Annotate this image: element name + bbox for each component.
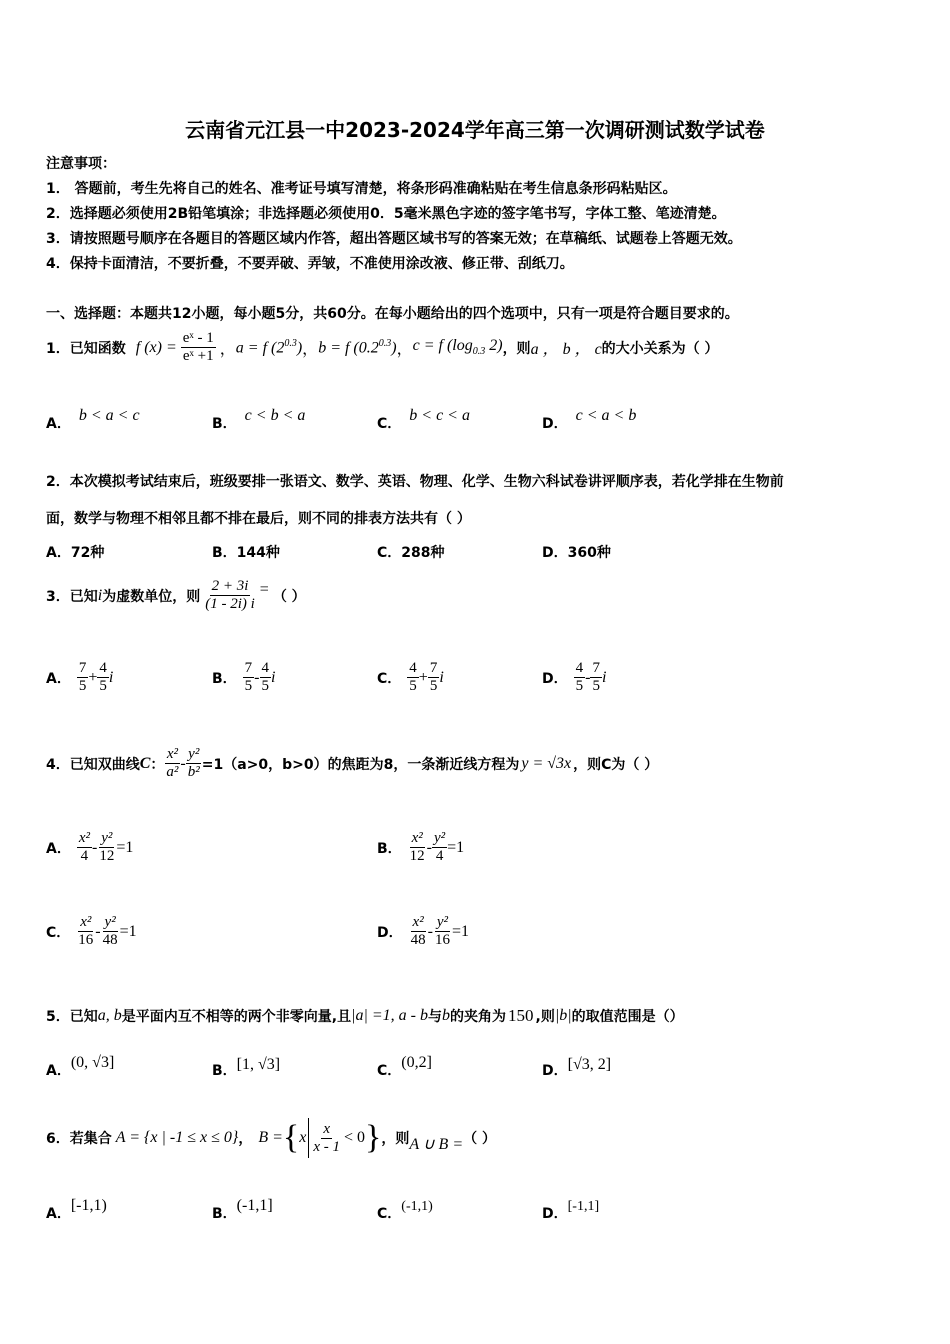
q6-set-a: A = {x | -1 ≤ x ≤ 0} — [115, 1129, 239, 1146]
q3-i: i — [97, 586, 103, 604]
q1-b-def: b = f $(0.2^{0.3})$ — [318, 337, 397, 357]
q6-text: 6．若集合 — [46, 1131, 112, 1147]
notice-heading: 注意事项： — [46, 156, 116, 172]
option-3a[interactable]: A． $\frac{7}{5}$ + $\frac{4}{5}$ i — [46, 660, 114, 694]
question-2-line1: 2．本次模拟考试结束后，班级要排一张语文、数学、英语、物理、化学、生物六科试卷讲评顺序表，若化学排在生物前 — [46, 474, 784, 490]
notice-item: 2．选择题必须使用2B铅笔填涂；非选择题必须使用0．5毫米黑色字迹的签字笔书写，字体工整、笔迹清楚。 — [46, 206, 726, 222]
question-1-stem: 1．已知函数 — [46, 340, 126, 357]
question-3: 3．已知 i 为虚数单位，则 $\frac{2 + 3i}{(1 - 2i) i}$ = （ ） — [46, 578, 306, 612]
q1-vars: a ， b ， c — [530, 341, 602, 358]
q3-tail: （ ） — [272, 588, 306, 605]
q1-text-tail: 的大小关系为（ ） — [601, 340, 719, 357]
q1-text: ，则 — [502, 340, 531, 357]
q5-tail: 的取值范围是（） — [571, 1009, 684, 1025]
q1-fraction — [181, 330, 216, 365]
notice-item: 3．请按照题号顺序在各题目的答题区域内作答，超出答题区域书写的答案无效；在草稿纸、试题卷上答题无效。 — [46, 231, 742, 247]
option-2d[interactable]: D．360种 — [542, 545, 611, 561]
question-1: 1．已知函数 f (x) = $\frac{\text{eˣ - 1}}{\text{eˣ +1}}$ ， a = f $(2^{0.3})$ ， b = f $(0.2^{0.3})$ ， c = f ($\log_{0.3}$ 2) ，则 a ， b ， c 的大小关系为（ ） — [46, 330, 719, 364]
q6-tail: （ ） — [463, 1131, 496, 1147]
q3-text: 3．已知 — [46, 588, 98, 605]
q4-asymptote: y = √3x — [521, 754, 572, 772]
q1-fx: f (x) = — [135, 338, 177, 356]
q1-numerator: eˣ - 1 — [182, 330, 214, 346]
notice-item: 4．保持卡面清洁，不要折叠，不要弄破、弄皱，不准使用涂改液、修正带、刮纸刀。 — [46, 256, 574, 272]
option-4c[interactable]: C． $\frac{\text{x²}}{16}$ - $\frac{\text{y²}}{48}$ =1 — [46, 914, 137, 948]
q1-denominator: eˣ +1 — [182, 348, 214, 364]
q4-tail: ，则C为（ ） — [573, 756, 659, 773]
question-4: 4．已知双曲线 C ： $\frac{\text{x²}}{\text{a²}}$ - $\frac{\text{y²}}{\text{b²}}$ =1（a>0，b>0）的焦距为8，一条渐近线方程为 y = √3x ，则C为（ ） — [46, 746, 659, 780]
section-heading: 一、选择题：本题共12小题，每小题5分，共60分。在每小题给出的四个选项中，只有一项是符合题目要求的。 — [46, 306, 739, 322]
option-4b[interactable]: B． $\frac{\text{x²}}{12}$ - $\frac{\text{y²}}{4}$ =1 — [377, 830, 465, 864]
option-3c[interactable]: C． $\frac{4}{5}$ + $\frac{7}{5}$ i — [377, 660, 444, 694]
q1-c-def: c = f ($\log_{0.3}$ 2) — [412, 337, 503, 358]
page-title: 云南省元江县一中2023-2024学年高三第一次调研测试数学试卷 — [185, 118, 765, 142]
option-1a[interactable]: A． b < a < c — [46, 407, 140, 432]
option-2a[interactable]: A．72种 — [46, 545, 105, 561]
q5-angle: 150 — [508, 1006, 534, 1025]
option-3d[interactable]: D． $\frac{4}{5}$ - $\frac{7}{5}$ i — [542, 660, 607, 694]
notice-item: 1． 答题前，考生先将自己的姓名、准考证号填写清楚，将条形码准确粘贴在考生信息条形码粘贴区。 — [46, 181, 677, 197]
option-2c[interactable]: C．288种 — [377, 545, 445, 561]
option-6b[interactable]: B．(-1,1] — [212, 1197, 273, 1222]
q5-text: 5．已知 — [46, 1009, 98, 1025]
question-6: 6．若集合 A = {x | -1 ≤ x ≤ 0} ， B = { x $\frac{x}{x - 1}$ < 0 } ，则 A ∪ B = （ ） — [46, 1119, 496, 1156]
q4-text: 4．已知双曲线 — [46, 756, 140, 773]
option-1c[interactable]: C． b < c < a — [377, 407, 470, 432]
option-6d[interactable]: D．[-1,1] — [542, 1199, 600, 1222]
option-5c[interactable]: C．(0,2] — [377, 1054, 432, 1079]
option-4a[interactable]: A． $\frac{\text{x²}}{4}$ - $\frac{\text{y²}}{12}$ =1 — [46, 830, 134, 864]
option-5b[interactable]: B．[1, √3] — [212, 1056, 281, 1079]
question-2-line2: 面，数学与物理不相邻且都不排在最后，则不同的排表方法共有（ ） — [46, 511, 471, 527]
option-6c[interactable]: C．(-1,1) — [377, 1199, 433, 1222]
option-6a[interactable]: A．[-1,1) — [46, 1197, 107, 1222]
q3-fraction: $\frac{2 + 3i}{(1 - 2i) i}$ — [205, 578, 255, 612]
option-5a[interactable]: A．(0, √3] — [46, 1054, 115, 1079]
q1-a-def: a = f $(2^{0.3})$ — [235, 337, 303, 357]
option-2b[interactable]: B．144种 — [212, 545, 280, 561]
option-4d[interactable]: D． $\frac{\text{x²}}{48}$ - $\frac{\text{y²}}{16}$ =1 — [377, 914, 469, 948]
option-1b[interactable]: B． c < b < a — [212, 407, 306, 432]
q6-union: A ∪ B = — [409, 1136, 464, 1153]
option-1d[interactable]: D． c < a < b — [542, 407, 637, 432]
option-3b[interactable]: B． $\frac{7}{5}$ - $\frac{4}{5}$ i — [212, 660, 276, 694]
q4-text-mid: =1（a>0，b>0）的焦距为8，一条渐近线方程为 — [201, 756, 520, 773]
question-5: 5．已知 a, b 是平面内互不相等的两个非零向量,且 |a| =1, a - b 与 b 的夹角为 150 ,则 |b| 的取值范围是（） — [46, 1006, 684, 1025]
option-5d[interactable]: D．[√3, 2] — [542, 1056, 612, 1079]
q3-text-mid: 为虚数单位，则 — [102, 588, 201, 605]
